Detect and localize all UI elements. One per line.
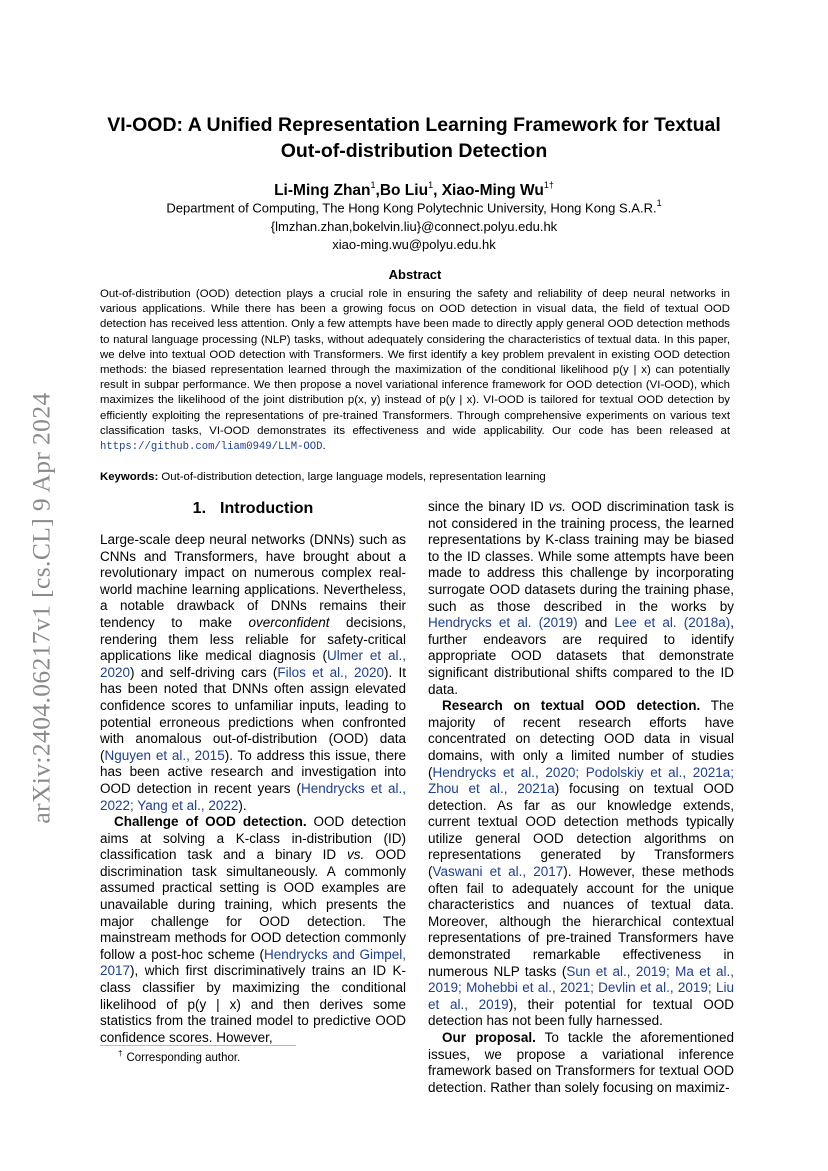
affiliation-line	[90, 195, 738, 218]
paragraph-heading: Challenge of OOD detection.	[114, 814, 307, 830]
paper-title: VI-OOD: A Unified Representation Learning Framework for Textual Out-of-distribution Detection	[107, 114, 721, 162]
text-run: To tackle the aforementioned issues, we propose a variational inference framework based on Transformers for textual OOD detection. Rather than solely focusing on maximiz-	[428, 1030, 734, 1095]
author-email: xiao-ming.wu@polyu.edu.hk	[332, 237, 496, 253]
citation-link[interactable]: Nguyen et al., 2015	[104, 747, 225, 763]
author-affil-mark: 1	[370, 180, 376, 190]
text-run: OOD detection aims at solving a K-class in-distribution (ID) classification task and a binary ID	[100, 814, 406, 863]
emphasis: overconfident	[248, 614, 330, 630]
citation-link[interactable]: Vaswani et al., 2017	[432, 864, 564, 880]
author-name: , Xiao-Ming Wu	[433, 182, 544, 200]
author-name: Li-Ming Zhan	[274, 182, 371, 200]
text-run: OOD discrimination task simultaneously. A commonly assumed practical setting is OOD examples are unavailable during training, which presents the major challenge for OOD detection. The mainstream methods for OOD detection commonly follow a post-hoc scheme (	[100, 847, 406, 962]
paragraph	[428, 499, 734, 698]
arxiv-side-stamp	[22, 372, 62, 844]
citation-link[interactable]: Hendrycks et al., 2022; Yang et al., 2022	[100, 780, 406, 813]
abstract-body-text: Out-of-distribution (OOD) detection plays a crucial role in ensuring the safety and reliability of deep neural networks in various applications. While there has been a growing focus on OOD detection in visual data, the field of textual OOD detection has received less attention. Only a few attempts have been made to directly apply general OOD detection methods to natural language processing (NLP) tasks, without adequately considering the characteristics of textual data. In this paper, we delve into textual OOD detection with Transformers. We first identify a key problem prevalent in existing OOD detection methods: the biased representation learned through the maximization of the conditional likelihood p(y | x) can potentially result in subpar performance. We then propose a novel variational inference framework for OOD detection (VI-OOD), which maximizes the likelihood of the joint distribution p(x, y) instead of p(y | x). VI-OOD is tailored for textual OOD detection by efficiently exploiting the representations of pre-trained Transformers. Through comprehensive experiments on various text classification tasks, VI-OOD demonstrates its effectiveness and wide applicability. Our code has been released at	[100, 288, 730, 437]
text-run: ) and self-driving cars (	[130, 664, 278, 680]
paragraph	[100, 532, 406, 814]
left-column	[100, 495, 406, 1046]
text-run: The majority of recent research efforts have concentrated on detecting OOD data in visual domains, with only a limited number of studies (	[428, 698, 734, 780]
keywords-line	[100, 470, 730, 485]
citation-link[interactable]: Hendrycks and Gimpel, 2017	[100, 946, 406, 979]
author-name: ,Bo Liu	[375, 182, 429, 200]
text-run: ) focusing on textual OOD detection. As far as our knowledge extends, current textual OOD detection methods typically utilize general OOD detection algorithms on representations generated by Transformers (	[428, 781, 734, 880]
author-affil-mark: 1†	[543, 180, 554, 190]
author-affil-mark: 1	[428, 180, 434, 190]
footnote-mark: †	[118, 1049, 123, 1058]
affiliation-block	[90, 195, 738, 255]
author-email: {lmzhan.zhan,bokelvin.liu}@connect.polyu.edu.hk	[270, 218, 558, 234]
paragraph-heading: Our proposal.	[442, 1030, 536, 1045]
paragraph	[428, 698, 734, 1030]
text-run: Large-scale deep neural networks (DNNs) such as CNNs and Transformers, have brought about a revolutionary impact on numerous complex real-world machine learning applications. Nevertheless, a notable drawback of DNNs remains their tendency to make	[100, 532, 406, 630]
abstract-end: .	[322, 440, 326, 453]
text-run: ).	[238, 797, 247, 813]
emphasis: vs.	[548, 499, 567, 514]
text-run: , further endeavors are required to identify appropriate OOD datasets that demonstrate significant distributional shifts compared to the ID data.	[428, 615, 735, 697]
text-run: ). However, these methods often fail to adequately account for the unique characteristics and nuances of textual data. Moreover, although the hierarchical contextual representations of pre-trained Transformers have demonstrated remarkable effectiveness in numerous NLP tasks (	[428, 864, 734, 979]
footnote-text: Corresponding author.	[126, 1051, 241, 1064]
code-link[interactable]: https://github.com/liam0949/LLM-OOD	[100, 441, 323, 454]
paragraph-heading: Research on textual OOD detection.	[442, 698, 701, 714]
text-run: since the binary ID	[428, 499, 549, 514]
footnote	[118, 1049, 240, 1064]
emphasis: vs.	[347, 847, 365, 863]
right-column	[428, 499, 734, 1096]
abstract-heading: Abstract	[388, 267, 442, 282]
text-run: ). To address this issue, there has been active research and investigation into OOD detection in recent years (	[100, 747, 406, 796]
keywords-label: Keywords:	[100, 471, 159, 483]
footnote-divider	[100, 1045, 296, 1046]
text-run: OOD discrimination task is not considered in the training process, the learned representations by K-class training may be biased to the ID classes. While some attempts have been made to address this challenge by incorporating surrogate OOD datasets during the training phase, such as those described in the works by	[428, 499, 734, 614]
section-heading	[100, 499, 406, 519]
section-number: 1.	[192, 500, 207, 517]
paragraph	[428, 1030, 734, 1096]
abstract-text	[100, 287, 730, 455]
department: Department of Computing, The Hong Kong Polytechnic University, Hong Kong S.A.R.	[166, 200, 657, 216]
citation-link[interactable]: Sun et al., 2019; Ma et al., 2019; Mohebbi et al., 2021; Devlin et al., 2019; Liu et al., 2019	[428, 963, 734, 1012]
arxiv-identifier: arXiv:2404.06217v1 [cs.CL] 9 Apr 2024	[27, 392, 57, 824]
text-run: ), which first discriminatively trains an ID K-class classifier by maximizing the conditional likelihood of p(y | x) and then derives some statistics from the trained model to predictive OOD confidence scores. However,	[100, 963, 406, 1045]
citation-link[interactable]: Ulmer et al., 2020	[100, 648, 406, 680]
citation-link[interactable]: Lee et al. (2018a)	[614, 615, 731, 631]
citation-link[interactable]: Hendrycks et al., 2020; Podolskiy et al., 2021a; Zhou et al., 2021a	[428, 764, 734, 797]
citation-link[interactable]: Hendrycks et al. (2019)	[428, 615, 578, 631]
affil-mark: 1	[656, 198, 662, 208]
section-title: Introduction	[220, 500, 314, 517]
text-run: ), their potential for textual OOD detection has not been fully harnessed.	[428, 996, 734, 1029]
text-run: and	[577, 615, 615, 631]
paragraph	[100, 814, 406, 1046]
text-run: decisions, rendering them less reliable for safety-critical applications like medical diagnosis (	[100, 614, 406, 664]
text-run: ). It has been noted that DNNs often assign elevated confidence scores to unfamiliar inputs, leading to potential erroneous predictions when confronted with anomalous out-of-distribution (OOD) data (	[100, 664, 406, 763]
citation-link[interactable]: Filos et al., 2020	[277, 664, 384, 680]
keywords-text: Out-of-distribution detection, large language models, representation learning	[158, 471, 546, 483]
